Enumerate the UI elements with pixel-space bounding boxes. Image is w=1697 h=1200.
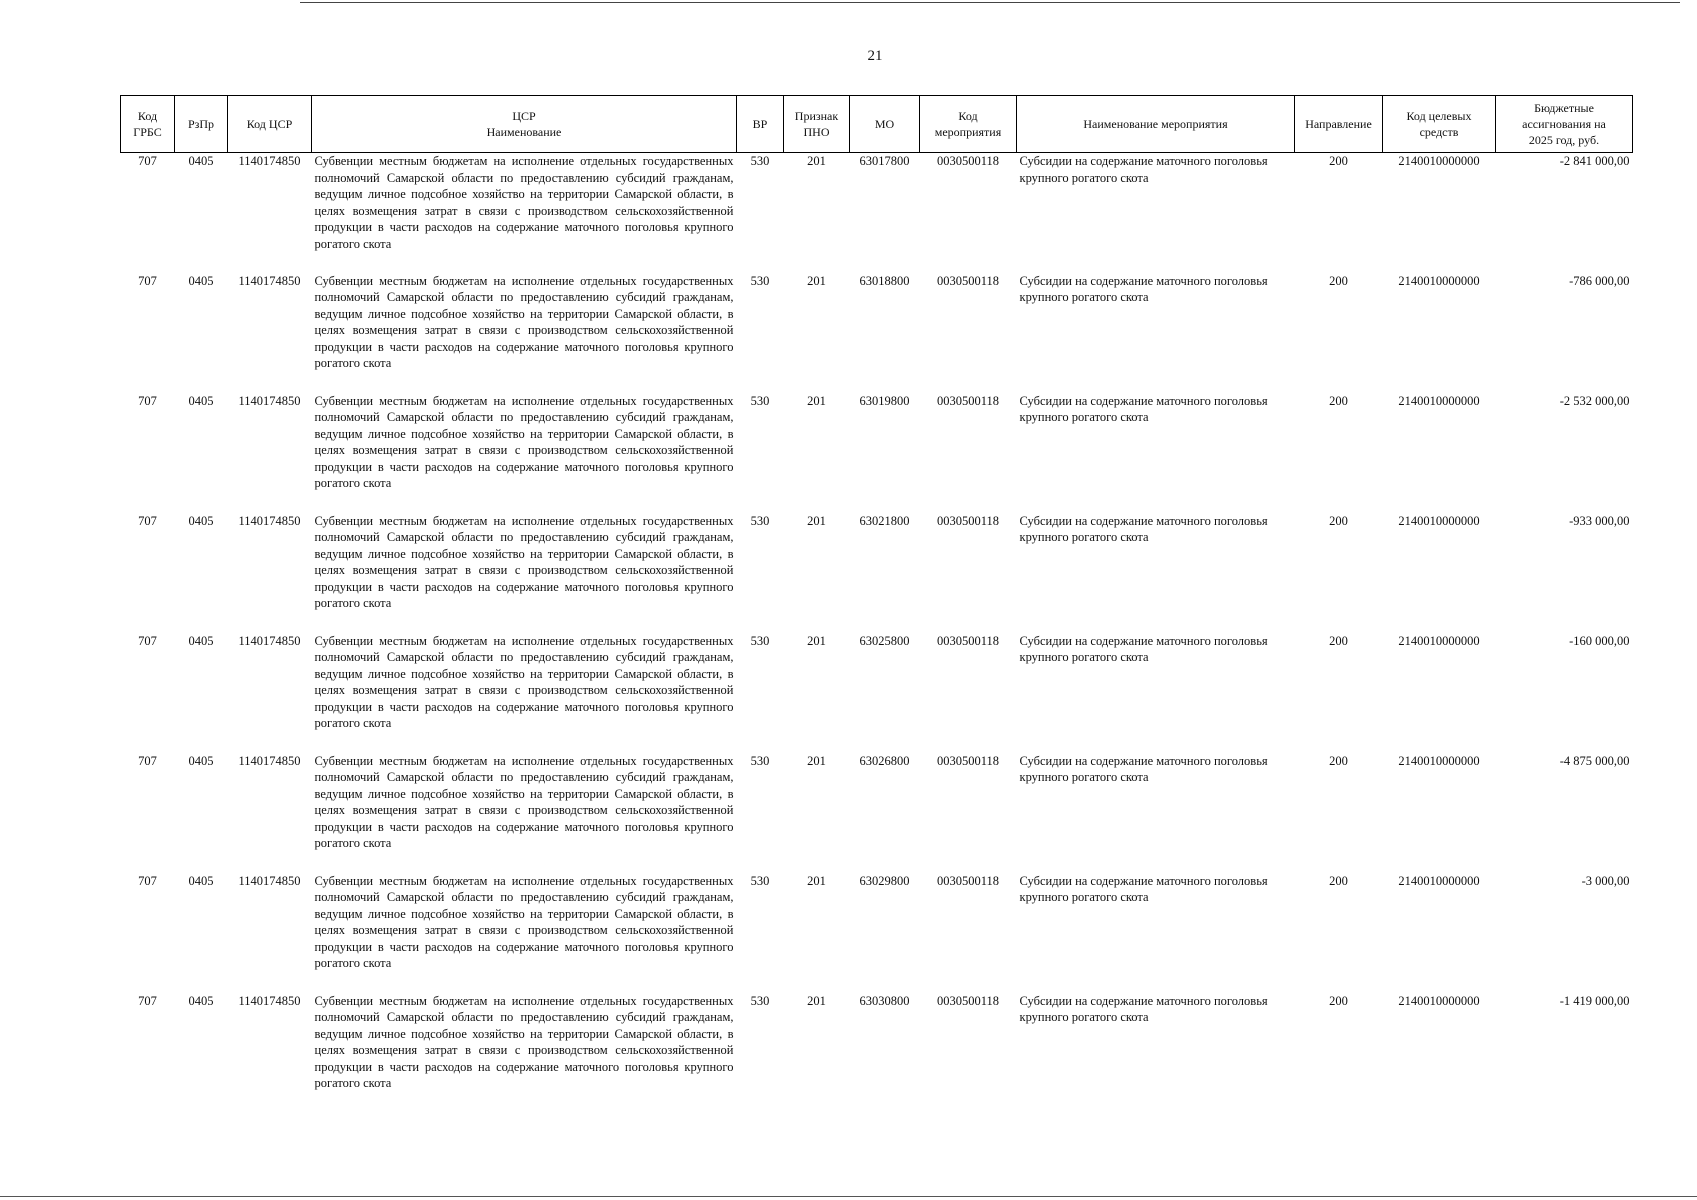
cell-naimenovanie-meropriyatiya: Субсидии на содержание маточного поголовья крупного рогатого скота (1019, 393, 1268, 424)
cell-mo: 63029800 (859, 873, 910, 888)
cell-vr: 530 (750, 873, 770, 888)
cell-budget: -2 532 000,00 (1559, 393, 1630, 408)
scan-top-edge (300, 2, 1680, 3)
cell-napravlenie: 200 (1329, 393, 1348, 408)
cell-budget: -4 875 000,00 (1559, 753, 1630, 768)
cell-vr: 530 (750, 393, 770, 408)
cell-naimenovanie-meropriyatiya: Субсидии на содержание маточного поголовья крупного рогатого скота (1019, 993, 1268, 1024)
cell-mo: 63018800 (859, 273, 910, 288)
cell-kod-meropriyatiya: 0030500118 (936, 393, 1000, 408)
cell-vr: 530 (750, 633, 770, 648)
budget-table (120, 95, 1633, 1113)
cell-kod-meropriyatiya: 0030500118 (936, 993, 1000, 1008)
header-napravlenie: Направление (1295, 96, 1383, 153)
cell-kod-csr: 1140174850 (238, 873, 301, 888)
cell-csr: Субвенции местным бюджетам на исполнение отдельных государственных полномочий Самарской области по предоставлению субсидий гражданам, ведущим личное подсобное хозяйство на территории Самарской области, в целях возмещения затрат в связи с производством сельскохозяйственной продукции в части расходов на содержание маточного поголовья крупного рогатого скота (314, 273, 734, 370)
cell-budget: -786 000,00 (1569, 273, 1630, 288)
cell-csr: Субвенции местным бюджетам на исполнение отдельных государственных полномочий Самарской области по предоставлению субсидий гражданам, ведущим личное подсобное хозяйство на территории Самарской области, в целях возмещения затрат в связи с производством сельскохозяйственной продукции в части расходов на содержание маточного поголовья крупного рогатого скота (314, 633, 734, 730)
cell-kod-meropriyatiya: 0030500118 (936, 873, 1000, 888)
table-row (121, 633, 1633, 753)
cell-napravlenie: 200 (1329, 633, 1348, 648)
cell-mo: 63019800 (859, 393, 910, 408)
cell-napravlenie: 200 (1329, 154, 1348, 168)
cell-csr: Субвенции местным бюджетам на исполнение отдельных государственных полномочий Самарской области по предоставлению субсидий гражданам, ведущим личное подсобное хозяйство на территории Самарской области, в целях возмещения затрат в связи с производством сельскохозяйственной продукции в части расходов на содержание маточного поголовья крупного рогатого скота (314, 753, 734, 850)
cell-budget: -933 000,00 (1569, 513, 1630, 528)
cell-kod-celevyh-sredstv: 2140010000000 (1398, 993, 1480, 1008)
cell-pno: 201 (807, 753, 826, 768)
cell-rzpr: 0405 (188, 753, 214, 768)
table-row (121, 513, 1633, 633)
table-row (121, 873, 1633, 993)
cell-budget: -2 841 000,00 (1559, 154, 1630, 168)
cell-kod-csr: 1140174850 (238, 753, 301, 768)
cell-kod-csr: 1140174850 (238, 393, 301, 408)
cell-kod-meropriyatiya: 0030500118 (936, 753, 1000, 768)
cell-kod-celevyh-sredstv: 2140010000000 (1398, 154, 1480, 168)
cell-rzpr: 0405 (188, 513, 214, 528)
cell-kod-meropriyatiya: 0030500118 (936, 154, 1000, 168)
cell-naimenovanie-meropriyatiya: Субсидии на содержание маточного поголовья крупного рогатого скота (1019, 873, 1268, 904)
cell-naimenovanie-meropriyatiya: Субсидии на содержание маточного поголовья крупного рогатого скота (1019, 753, 1268, 784)
table-row (121, 273, 1633, 393)
cell-csr: Субвенции местным бюджетам на исполнение отдельных государственных полномочий Самарской области по предоставлению субсидий гражданам, ведущим личное подсобное хозяйство на территории Самарской области, в целях возмещения затрат в связи с производством сельскохозяйственной продукции в части расходов на содержание маточного поголовья крупного рогатого скота (314, 393, 734, 490)
cell-naimenovanie-meropriyatiya: Субсидии на содержание маточного поголовья крупного рогатого скота (1019, 633, 1268, 664)
header-budget: Бюджетные ассигнования на 2025 год, руб. (1496, 96, 1633, 153)
cell-rzpr: 0405 (188, 633, 214, 648)
cell-pno: 201 (807, 513, 826, 528)
cell-budget: -3 000,00 (1581, 873, 1630, 888)
header-grbs: Код ГРБС (121, 96, 175, 153)
cell-kod-celevyh-sredstv: 2140010000000 (1398, 273, 1480, 288)
cell-vr: 530 (750, 993, 770, 1008)
header-kod-csr: Код ЦСР (228, 96, 312, 153)
cell-kod-meropriyatiya: 0030500118 (936, 633, 1000, 648)
cell-pno: 201 (807, 393, 826, 408)
cell-rzpr: 0405 (188, 393, 214, 408)
cell-mo: 63021800 (859, 513, 910, 528)
cell-grbs: 707 (138, 273, 157, 288)
cell-kod-celevyh-sredstv: 2140010000000 (1398, 513, 1480, 528)
header-mo: МО (850, 96, 920, 153)
cell-csr: Субвенции местным бюджетам на исполнение отдельных государственных полномочий Самарской области по предоставлению субсидий гражданам, ведущим личное подсобное хозяйство на территории Самарской области, в целях возмещения затрат в связи с производством сельскохозяйственной продукции в части расходов на содержание маточного поголовья крупного рогатого скота (314, 513, 734, 610)
cell-rzpr: 0405 (188, 154, 214, 168)
cell-kod-celevyh-sredstv: 2140010000000 (1398, 873, 1480, 888)
cell-vr: 530 (750, 513, 770, 528)
cell-kod-meropriyatiya: 0030500118 (936, 513, 1000, 528)
table-row (121, 993, 1633, 1113)
cell-kod-csr: 1140174850 (238, 154, 301, 168)
cell-mo: 63026800 (859, 753, 910, 768)
cell-vr: 530 (750, 753, 770, 768)
scan-bottom-edge (0, 1196, 1697, 1197)
cell-pno: 201 (807, 633, 826, 648)
cell-kod-csr: 1140174850 (238, 993, 301, 1008)
cell-budget: -160 000,00 (1569, 633, 1630, 648)
header-pno: Признак ПНО (784, 96, 850, 153)
cell-pno: 201 (807, 273, 826, 288)
cell-naimenovanie-meropriyatiya: Субсидии на содержание маточного поголовья крупного рогатого скота (1019, 273, 1268, 304)
cell-napravlenie: 200 (1329, 993, 1348, 1008)
table-row (121, 153, 1633, 273)
cell-napravlenie: 200 (1329, 273, 1348, 288)
cell-grbs: 707 (138, 993, 157, 1008)
cell-kod-csr: 1140174850 (238, 273, 301, 288)
cell-kod-celevyh-sredstv: 2140010000000 (1398, 633, 1480, 648)
cell-naimenovanie-meropriyatiya: Субсидии на содержание маточного поголовья крупного рогатого скота (1019, 154, 1268, 185)
header-row (121, 96, 1633, 153)
cell-vr: 530 (750, 154, 770, 168)
cell-grbs: 707 (138, 154, 157, 168)
header-csr: ЦСР Наименование (312, 96, 737, 153)
page-number: 21 (867, 48, 883, 64)
cell-napravlenie: 200 (1329, 753, 1348, 768)
cell-pno: 201 (807, 993, 826, 1008)
cell-kod-celevyh-sredstv: 2140010000000 (1398, 753, 1480, 768)
cell-grbs: 707 (138, 393, 157, 408)
cell-vr: 530 (750, 273, 770, 288)
cell-pno: 201 (807, 873, 826, 888)
cell-grbs: 707 (138, 513, 157, 528)
table-row (121, 393, 1633, 513)
cell-rzpr: 0405 (188, 993, 214, 1008)
cell-naimenovanie-meropriyatiya: Субсидии на содержание маточного поголовья крупного рогатого скота (1019, 513, 1268, 544)
header-kod-meropriyatiya: Код мероприятия (920, 96, 1017, 153)
header-rzpr: РзПр (175, 96, 228, 153)
cell-rzpr: 0405 (188, 873, 214, 888)
cell-mo: 63025800 (859, 633, 910, 648)
header-naimenovanie-meropriyatiya: Наименование мероприятия (1017, 96, 1295, 153)
header-kod-celevyh-sredstv: Код целевых средств (1383, 96, 1496, 153)
table-row (121, 753, 1633, 873)
cell-grbs: 707 (138, 753, 157, 768)
cell-kod-csr: 1140174850 (238, 513, 301, 528)
cell-napravlenie: 200 (1329, 513, 1348, 528)
cell-csr: Субвенции местным бюджетам на исполнение отдельных государственных полномочий Самарской области по предоставлению субсидий гражданам, ведущим личное подсобное хозяйство на территории Самарской области, в целях возмещения затрат в связи с производством сельскохозяйственной продукции в части расходов на содержание маточного поголовья крупного рогатого скота (314, 993, 734, 1090)
cell-csr: Субвенции местным бюджетам на исполнение отдельных государственных полномочий Самарской области по предоставлению субсидий гражданам, ведущим личное подсобное хозяйство на территории Самарской области, в целях возмещения затрат в связи с производством сельскохозяйственной продукции в части расходов на содержание маточного поголовья крупного рогатого скота (314, 873, 734, 970)
cell-csr: Субвенции местным бюджетам на исполнение отдельных государственных полномочий Самарской области по предоставлению субсидий гражданам, ведущим личное подсобное хозяйство на территории Самарской области, в целях возмещения затрат в связи с производством сельскохозяйственной продукции в части расходов на содержание маточного поголовья крупного рогатого скота (314, 154, 734, 251)
cell-grbs: 707 (138, 873, 157, 888)
cell-pno: 201 (807, 154, 826, 168)
cell-mo: 63030800 (859, 993, 910, 1008)
cell-grbs: 707 (138, 633, 157, 648)
cell-kod-meropriyatiya: 0030500118 (936, 273, 1000, 288)
header-vr: ВР (737, 96, 784, 153)
cell-napravlenie: 200 (1329, 873, 1348, 888)
cell-mo: 63017800 (859, 154, 910, 168)
cell-rzpr: 0405 (188, 273, 214, 288)
cell-kod-celevyh-sredstv: 2140010000000 (1398, 393, 1480, 408)
cell-kod-csr: 1140174850 (238, 633, 301, 648)
cell-budget: -1 419 000,00 (1559, 993, 1630, 1008)
